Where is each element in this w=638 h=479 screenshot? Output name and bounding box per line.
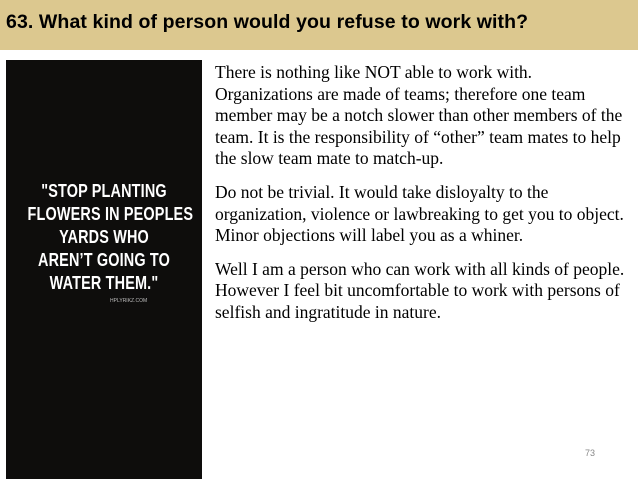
quote-line: YARDS WHO xyxy=(59,226,149,247)
answer-paragraph: Well I am a person who can work with all kinds of people. However I feel bit uncomfortable to work with persons of selfish and ingratitude in nature. xyxy=(215,258,625,322)
quote-image xyxy=(6,60,202,479)
answer-paragraph: There is nothing like NOT able to work with. Organizations are made of teams; therefore one team member may be a notch slower than other members of the team. It is the responsibility of “other” team mates to help the slow team mate to match-up. xyxy=(215,62,623,169)
answer-text xyxy=(215,62,633,336)
quote-line: AREN’T GOING TO xyxy=(38,249,170,270)
quote-line: "STOP PLANTING xyxy=(41,180,167,201)
page-number: 73 xyxy=(585,448,596,458)
quote-line: WATER THEM." xyxy=(49,272,159,293)
quote-text xyxy=(6,179,202,294)
title-bar xyxy=(0,0,638,50)
quote-line: FLOWERS IN PEOPLES xyxy=(27,203,194,224)
quote-watermark: HPLYRIKZ.COM xyxy=(110,298,148,304)
answer-paragraph: Do not be trivial. It would take disloyalty to the organization, violence or lawbreaking to get you to object. Minor objections will label you as a whiner. xyxy=(215,181,624,246)
slide-title: 63. What kind of person would you refuse to work with? xyxy=(6,11,529,33)
